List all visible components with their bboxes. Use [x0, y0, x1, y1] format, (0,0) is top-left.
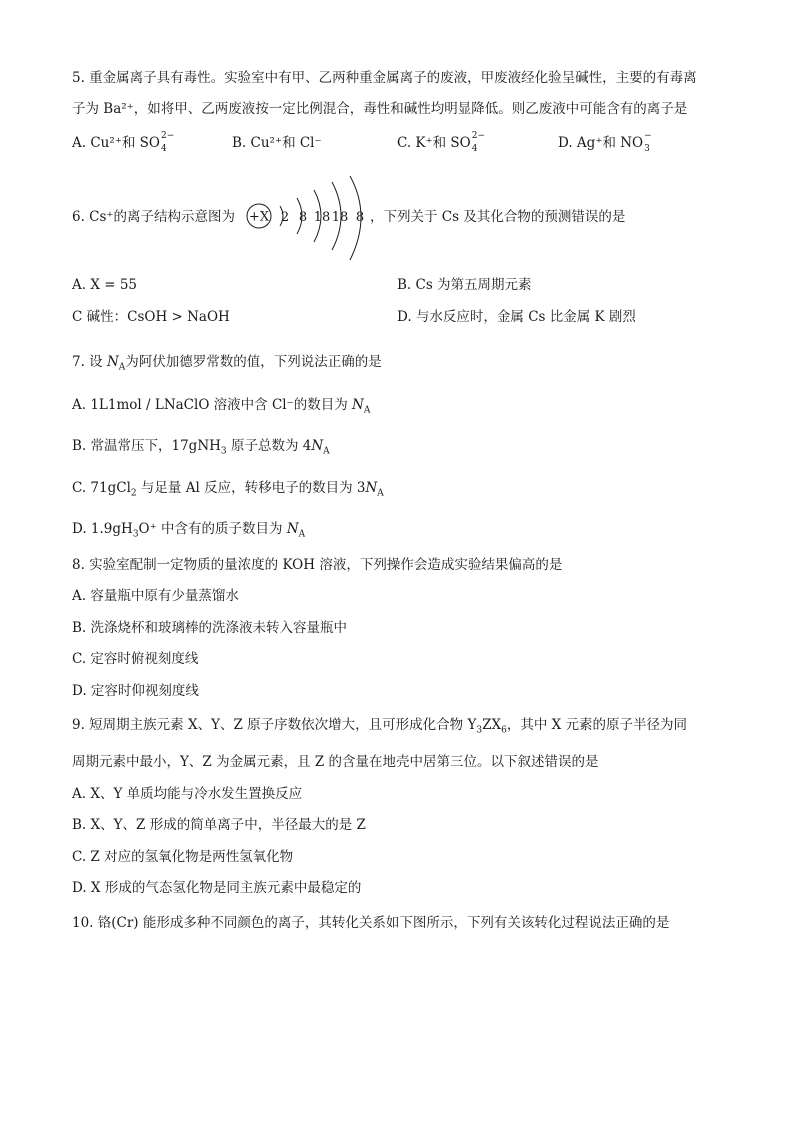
shell-1-count: 2: [280, 210, 290, 225]
q7-option-d: D. $1.9gH_3O^+$ 中含有的质子数目为 $N_A$: [72, 521, 306, 540]
q8-option-d: D. 定容时仰视刻度线: [72, 683, 199, 699]
q9-option-b: B. X、Y、Z 形成的简单离子中，半径最大的是 Z: [72, 817, 366, 833]
q5-option-d-charge: − 3: [644, 130, 652, 154]
q5-stem-line2: 子为 Ba²⁺，如将甲、乙两废液按一定比例混合，毒性和碱性均明显降低。则乙废液中可能含有的离子是: [72, 101, 688, 117]
shell-2-count: 8: [298, 210, 308, 225]
q5-stem-line1: 5. 重金属离子具有毒性。实验室中有甲、乙两种重金属离子的废液，甲废液经化验呈碱性，主要的有毒离: [72, 70, 697, 86]
shell-3-count: 18: [313, 210, 331, 225]
q8-option-b: B. 洗涤烧杯和玻璃棒的洗涤液未转入容量瓶中: [72, 620, 348, 636]
q9-option-d: D. X 形成的气态氢化物是同主族元素中最稳定的: [72, 880, 362, 896]
nucleus-label: +X: [248, 209, 270, 225]
q5-option-d-text: D. Ag⁺和 NO: [558, 135, 644, 151]
q8-option-a: A. 容量瓶中原有少量蒸馏水: [72, 588, 239, 604]
q5-option-c: [397, 130, 486, 154]
q5-option-b: B. Cu²⁺和 Cl⁻: [232, 135, 322, 151]
q6-option-b: B. Cs 为第五周期元素: [397, 277, 532, 293]
q6-stem-suffix: ，下列关于 Cs 及其化合物的预测错误的是: [370, 209, 626, 225]
q7-option-b: B. 常温常压下，17gNH$_3$ 原子总数为 $4N_A$: [72, 438, 330, 457]
q9-stem-line2: 周期元素中最小，Y、Z 为金属元素，且 Z 的含量在地壳中居第三位。以下叙述错误的是: [72, 754, 599, 770]
q5-option-a-text: A. Cu²⁺和 SO: [72, 135, 161, 151]
q6-option-d: D. 与水反应时，金属 Cs 比金属 K 剧烈: [397, 309, 636, 325]
q8-stem: 8. 实验室配制一定物质的量浓度的 KOH 溶液，下列操作会造成实验结果偏高的是: [72, 557, 563, 573]
q5-option-d: [558, 130, 653, 154]
q6-stem-prefix: 6. Cs⁺的离子结构示意图为: [72, 209, 236, 225]
q5-option-a: [72, 130, 175, 154]
q9-option-a: A. X、Y 单质均能与冷水发生置换反应: [72, 786, 303, 802]
q6-option-a: A. X = 55: [72, 277, 138, 293]
shell-5-count: 8: [355, 210, 365, 225]
q5-option-a-charge: 2− 4: [161, 130, 175, 154]
q7-stem: 7. 设 $N_A$为阿伏加德罗常数的值，下列说法正确的是: [72, 354, 382, 373]
q5-option-c-text: C. K⁺和 SO: [397, 135, 471, 151]
q7-option-a: A. 1L1mol / LNaClO 溶液中含 Cl⁻的数目为 $N_A$: [72, 397, 371, 416]
q5-option-c-charge: 2− 4: [471, 130, 486, 154]
q10-stem: 10. 铬(Cr) 能形成多种不同颜色的离子，其转化关系如下图所示，下列有关该转化过程说法正确的是: [72, 915, 670, 931]
q9-stem-line1: 9. 短周期主族元素 X、Y、Z 原子序数依次增大，且可形成化合物 $Y_3ZX_6$，其中 X 元素的原子半径为同: [72, 717, 688, 736]
q7-option-c: C. 71gCl$_2$ 与足量 Al 反应，转移电子的数目为 $3N_A$: [72, 480, 384, 499]
q9-option-c: C. Z 对应的氢氧化物是两性氢氧化物: [72, 849, 294, 865]
q6-option-c: C 碱性：CsOH > NaOH: [72, 309, 230, 325]
shell-4-count: 18: [331, 210, 349, 225]
q8-option-c: C. 定容时俯视刻度线: [72, 651, 199, 667]
cs-ion-structure-diagram: [244, 176, 380, 262]
